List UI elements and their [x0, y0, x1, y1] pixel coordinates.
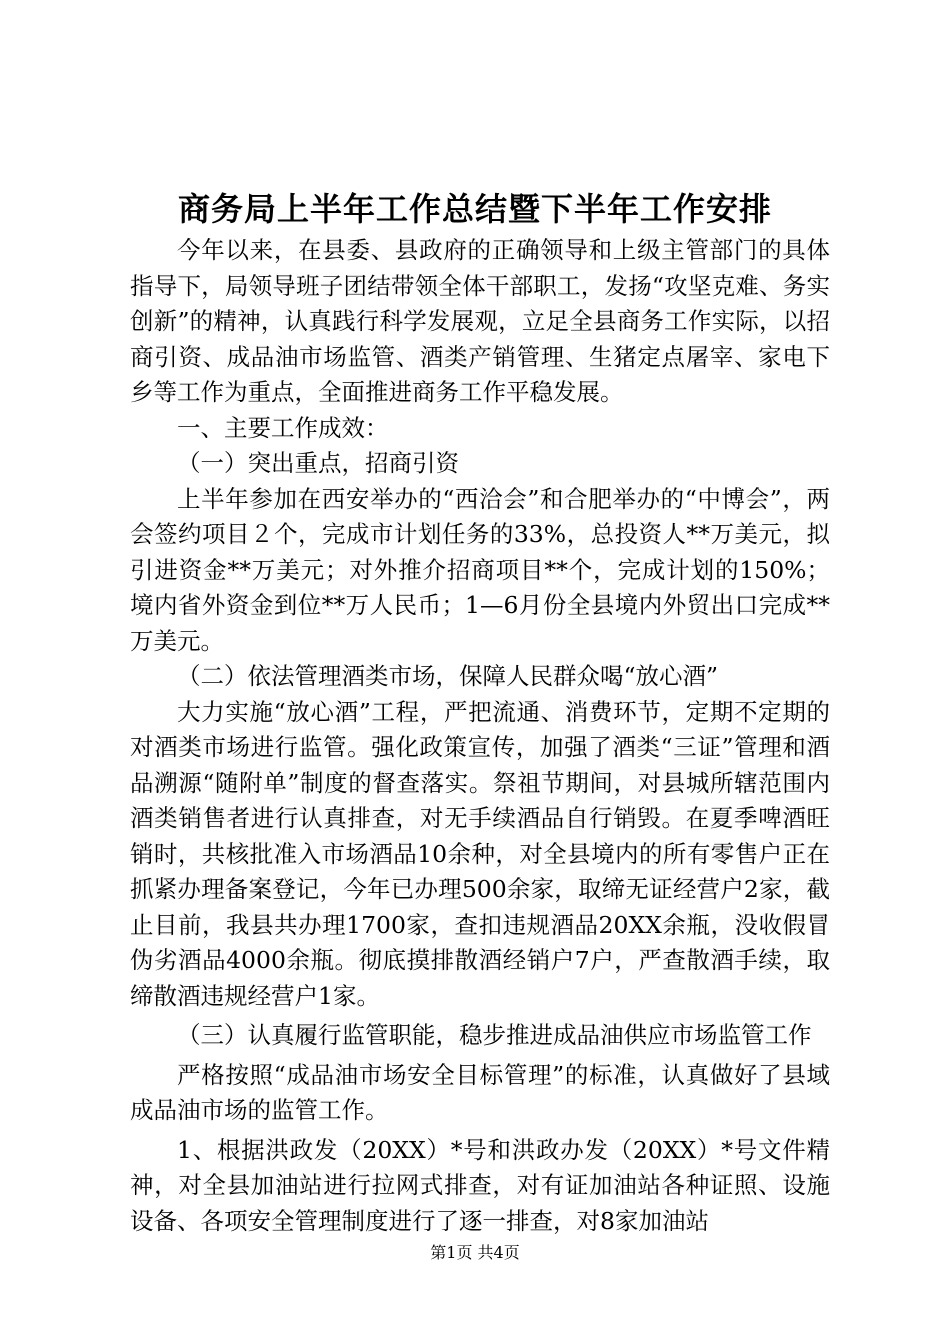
subsection-heading-oil-market: （三）认真履行监管职能，稳步推进成品油供应市场监管工作 [177, 1021, 812, 1049]
liquor-market-paragraph: 大力实施“放心酒”工程，严把流通、消费环节，定期不定期的对酒类市场进行监管。强化政策宣传，加强了酒类“三证”管理和酒品溯源“随附单”制度的督查落实。祭祖节期间，对县城所辖范围内酒类销售者进行认真排查，对无手续酒品自行销毁。在夏季啤酒旺销时，共核批准入市场酒品10余种，对全县境内的所有零售户正在抓紧办理备案登记，今年已办理500余家，取缔无证经营户2家，截止目前，我县共办理1700家，查扣违规酒品20XX余瓶，没收假冒伪劣酒品4000余瓶。彻底摸排散酒经销户7户，严查散酒手续，取缔散酒违规经营户1家。 [130, 697, 830, 1010]
document-body [130, 233, 830, 1239]
intro-paragraph: 今年以来，在县委、县政府的正确领导和上级主管部门的具体指导下，局领导班子团结带领全体干部职工，发扬“攻坚克难、务实创新”的精神，认真践行科学发展观，立足全县商务工作实际，以招商引资、成品油市场监管、酒类产销管理、生猪定点屠宰、家电下乡等工作为重点，全面推进商务工作平稳发展。 [130, 236, 830, 406]
subsection-heading-liquor-market: （二）依法管理酒类市场，保障人民群众喝“放心酒” [177, 662, 719, 690]
investment-paragraph: 上半年参加在西安举办的“西洽会”和合肥举办的“中博会”，两会签约项目２个，完成市计划任务的33%，总投资人**万美元，拟引进资金**万美元；对外推介招商项目**个，完成计划的150%；境内省外资金到位**万人民币；1—6月份全县境内外贸出口完成**万美元。 [130, 484, 830, 655]
oil-inspection-paragraph: 1、根据洪政发（20XX）*号和洪政办发（20XX）*号文件精神，对全县加油站进行拉网式排查，对有证加油站各种证照、设施设备、各项安全管理制度进行了逐一排查，对8家加油站 [130, 1135, 830, 1235]
document-title: 商务局上半年工作总结暨下半年工作安排 [177, 190, 772, 228]
subsection-heading-investment: （一）突出重点，招商引资 [177, 449, 459, 477]
oil-market-paragraph: 严格按照“成品油市场安全目标管理”的标准，认真做好了县域成品油市场的监管工作。 [130, 1060, 830, 1124]
section-heading-main-results: 一、主要工作成效： [177, 413, 389, 442]
page-footer: 第1页 共4页 [430, 1243, 520, 1262]
